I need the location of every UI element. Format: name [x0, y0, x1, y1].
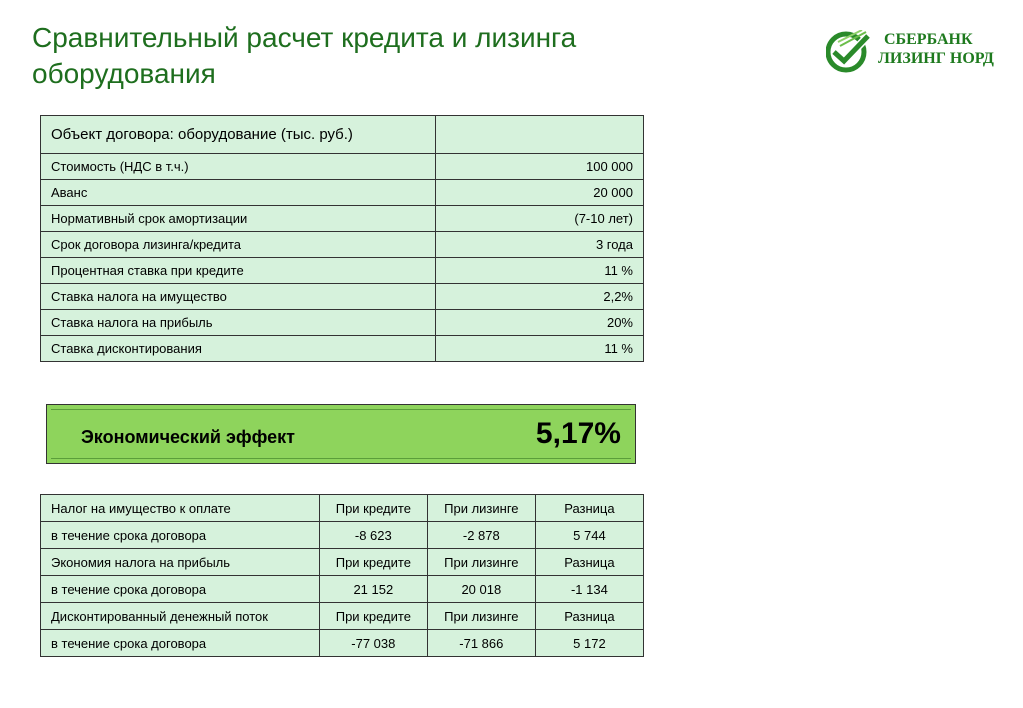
logo-line2: ЛИЗИНГ НОРД	[878, 50, 994, 67]
compare-cell: -2 878	[427, 522, 535, 549]
sberbank-check-logo-icon	[826, 30, 870, 74]
param-label: Процентная ставка при кредите	[41, 258, 436, 284]
compare-cell: Экономия налога на прибыль	[41, 549, 320, 576]
table-row	[41, 232, 644, 258]
param-label: Аванс	[41, 180, 436, 206]
compare-cell: в течение срока договора	[41, 576, 320, 603]
compare-cell: -71 866	[427, 630, 535, 657]
compare-cell: Разница	[535, 495, 643, 522]
table-row	[41, 630, 644, 657]
param-value: 20 000	[436, 180, 644, 206]
compare-cell: Разница	[535, 603, 643, 630]
param-label: Ставка налога на имущество	[41, 284, 436, 310]
param-value: 100 000	[436, 154, 644, 180]
table-row	[41, 522, 644, 549]
compare-cell: При кредите	[319, 549, 427, 576]
logo-text	[878, 30, 994, 68]
param-value: 11 %	[436, 336, 644, 362]
param-label: Стоимость (НДС в т.ч.)	[41, 154, 436, 180]
param-value: 2,2%	[436, 284, 644, 310]
table-row	[41, 576, 644, 603]
param-label: Ставка налога на прибыль	[41, 310, 436, 336]
economic-effect-banner	[46, 404, 636, 464]
table-row	[41, 206, 644, 232]
param-label: Ставка дисконтирования	[41, 336, 436, 362]
table-row	[41, 336, 644, 362]
param-value: 20%	[436, 310, 644, 336]
table-row	[41, 154, 644, 180]
logo-line1: СБЕРБАНК	[884, 31, 973, 48]
table-row	[41, 603, 644, 630]
compare-cell: 20 018	[427, 576, 535, 603]
table-row	[41, 310, 644, 336]
compare-cell: 21 152	[319, 576, 427, 603]
compare-cell: Разница	[535, 549, 643, 576]
compare-cell: -77 038	[319, 630, 427, 657]
compare-cell: в течение срока договора	[41, 522, 320, 549]
param-value: (7-10 лет)	[436, 206, 644, 232]
param-value: 3 года	[436, 232, 644, 258]
compare-cell: При лизинге	[427, 549, 535, 576]
compare-cell: в течение срока договора	[41, 630, 320, 657]
table-row	[41, 258, 644, 284]
table-row	[41, 284, 644, 310]
compare-cell: -1 134	[535, 576, 643, 603]
compare-cell: 5 744	[535, 522, 643, 549]
parameters-table	[40, 115, 644, 362]
compare-cell: Налог на имущество к оплате	[41, 495, 320, 522]
param-label: Срок договора лизинга/кредита	[41, 232, 436, 258]
logo	[826, 28, 996, 76]
table-row	[41, 495, 644, 522]
page-title: Сравнительный расчет кредита и лизинга оборудования	[32, 22, 577, 89]
params-header-value	[436, 116, 644, 154]
params-header: Объект договора: оборудование (тыс. руб.)	[41, 116, 436, 154]
comparison-table	[40, 494, 644, 657]
compare-cell: -8 623	[319, 522, 427, 549]
compare-cell: 5 172	[535, 630, 643, 657]
compare-cell: При лизинге	[427, 495, 535, 522]
table-row	[41, 180, 644, 206]
effect-value: 5,17%	[535, 417, 621, 450]
param-label: Нормативный срок амортизации	[41, 206, 436, 232]
compare-cell: Дисконтированный денежный поток	[41, 603, 320, 630]
compare-cell: При лизинге	[427, 603, 535, 630]
compare-cell: При кредите	[319, 603, 427, 630]
table-row	[41, 549, 644, 576]
effect-label: Экономический эффект	[81, 427, 295, 447]
param-value: 11 %	[436, 258, 644, 284]
compare-cell: При кредите	[319, 495, 427, 522]
table-row	[41, 116, 644, 154]
